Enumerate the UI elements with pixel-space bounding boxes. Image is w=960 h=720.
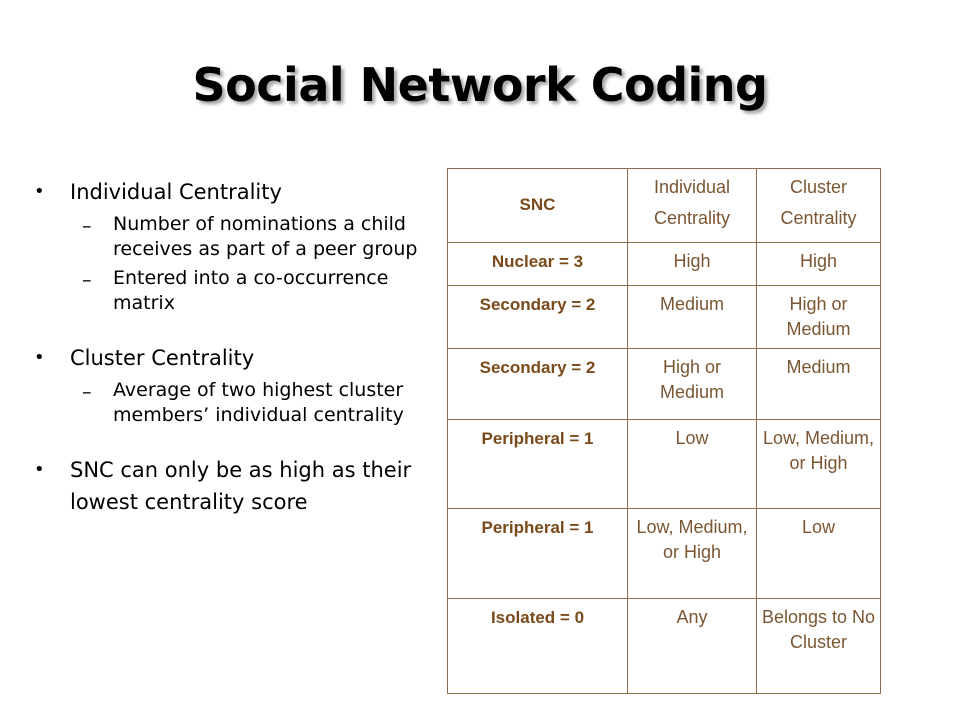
table-cell: Low	[757, 509, 881, 599]
table-row	[448, 509, 881, 599]
row-label: Peripheral = 1	[448, 509, 628, 599]
bullet-dot-icon: •	[34, 181, 45, 202]
header-snc: SNC	[448, 169, 628, 243]
table-header-row	[448, 169, 881, 243]
snc-table	[447, 168, 881, 694]
table-cell: Low, Medium, or High	[757, 420, 881, 509]
bullet-individual-centrality	[34, 176, 434, 208]
dash-icon: –	[82, 269, 92, 291]
bullet-cluster-centrality	[34, 342, 434, 374]
table-row	[448, 243, 881, 286]
sub-bullet	[34, 212, 434, 262]
table-cell: High	[628, 243, 757, 286]
sub-bullet-text: Average of two highest cluster members’ individual centrality	[113, 379, 404, 426]
bullet-dot-icon: •	[34, 459, 45, 480]
table-cell: Medium	[628, 286, 757, 349]
table-cell: High or Medium	[628, 349, 757, 420]
table-cell: Low, Medium, or High	[628, 509, 757, 599]
bullet-text: Cluster Centrality	[70, 346, 255, 370]
table-row	[448, 599, 881, 694]
sub-bullet-text: Number of nominations a child receives as part of a peer group	[113, 213, 418, 260]
table-row	[448, 349, 881, 420]
header-cluster-centrality: Cluster Centrality	[757, 169, 881, 243]
sub-bullet	[34, 378, 434, 428]
bullet-snc-rule	[34, 454, 434, 518]
table-cell: High	[757, 243, 881, 286]
bullet-text: SNC can only be as high as their lowest centrality score	[70, 458, 412, 514]
table-cell: High or Medium	[757, 286, 881, 349]
bullet-dot-icon: •	[34, 347, 45, 368]
sub-bullet	[34, 266, 434, 316]
table-cell: Low	[628, 420, 757, 509]
table-row	[448, 286, 881, 349]
row-label: Nuclear = 3	[448, 243, 628, 286]
row-label: Secondary = 2	[448, 286, 628, 349]
row-label: Peripheral = 1	[448, 420, 628, 509]
table-cell: Medium	[757, 349, 881, 420]
dash-icon: –	[82, 215, 92, 237]
bullet-list	[34, 176, 434, 518]
table-row	[448, 420, 881, 509]
row-label: Isolated = 0	[448, 599, 628, 694]
table-cell: Any	[628, 599, 757, 694]
dash-icon: –	[82, 381, 92, 403]
bullet-text: Individual Centrality	[70, 180, 282, 204]
row-label: Secondary = 2	[448, 349, 628, 420]
slide-title: Social Network Coding	[192, 58, 768, 112]
table-cell: Belongs to No Cluster	[757, 599, 881, 694]
header-individual-centrality: Individual Centrality	[628, 169, 757, 243]
sub-bullet-text: Entered into a co-occurrence matrix	[113, 267, 389, 314]
